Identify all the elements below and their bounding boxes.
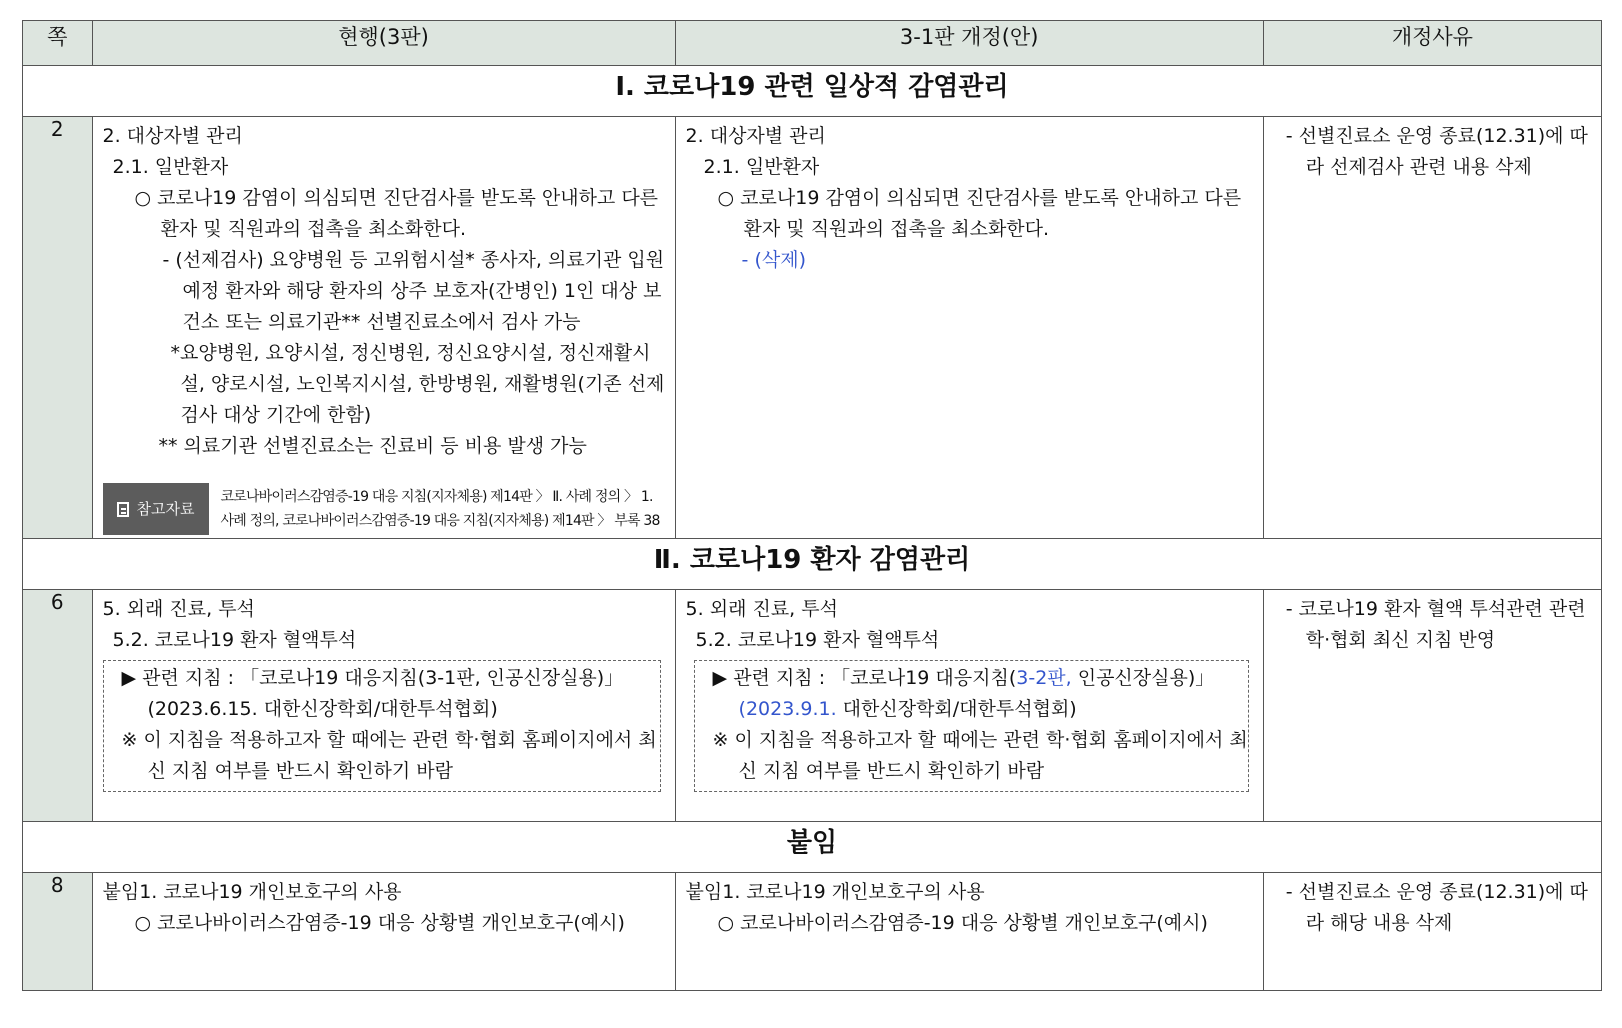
revision-comparison-table: [22, 20, 1602, 991]
table-row: [23, 590, 1602, 822]
header-reason: 개정사유: [1263, 21, 1601, 66]
reason-text: - 코로나19 환자 혈액 투석관련 관련 학·협회 최신 지침 반영: [1285, 598, 1586, 651]
guideline-text: ▶ 관련 지침 : 「코로나19 대응지침(3-2판, 인공신장실용)」(2023.9.1. 대한신장학회/대한투석협회): [712, 667, 1215, 720]
reason-cell: [1263, 873, 1601, 991]
table-row: [23, 117, 1602, 539]
header-page: 쪽: [23, 21, 93, 66]
current-cell: [92, 117, 675, 539]
section-row: [23, 66, 1602, 117]
current-cell: [92, 873, 675, 991]
heading: 2. 대상자별 관리: [685, 125, 826, 147]
revision-cell: [675, 117, 1263, 539]
reason-text: - 선별진료소 운영 종료(12.31)에 따라 선제검사 관련 내용 삭제: [1285, 125, 1588, 178]
header-revision: 3-1판 개정(안): [675, 21, 1263, 66]
bullet-text: ○ 코로나19 감염이 의심되면 진단검사를 받도록 안내하고 다른 환자 및 직원과의 접촉을 최소화한다.: [717, 187, 1242, 240]
reason-cell: [1263, 117, 1601, 539]
guideline-box: [694, 660, 1249, 792]
heading: 5. 외래 진료, 투석: [102, 598, 255, 620]
guideline-text: ▶ 관련 지침 : 「코로나19 대응지침(3-1판, 인공신장실용)」(2023.6.15. 대한신장학회/대한투석협회): [121, 667, 624, 720]
heading: 2. 대상자별 관리: [102, 125, 243, 147]
reason-cell: [1263, 590, 1601, 822]
deleted-mark: - (삭제): [741, 249, 806, 271]
subheading: 2.1. 일반환자: [112, 156, 229, 178]
current-cell: [92, 590, 675, 822]
footnote-1: *요양병원, 요양시설, 정신병원, 정신요양시설, 정신재활시설, 양로시설, 노인복지시설, 한방병원, 재활병원(기존 선제검사 대상 기간에 한함): [170, 342, 665, 426]
page-number: 2: [23, 117, 93, 539]
changed-edition: 3-2판,: [1016, 667, 1072, 689]
reference-label: 참고자료: [103, 483, 209, 535]
heading: 붙임1. 코로나19 개인보호구의 사용: [685, 881, 985, 903]
header-row: [23, 21, 1602, 66]
section-title-1: Ⅰ. 코로나19 관련 일상적 감염관리: [23, 66, 1602, 117]
reason-text: - 선별진료소 운영 종료(12.31)에 따라 해당 내용 삭제: [1285, 881, 1588, 934]
section-title-2: Ⅱ. 코로나19 환자 감염관리: [23, 539, 1602, 590]
bullet-text: ○ 코로나바이러스감염증-19 대응 상황별 개인보호구(예시): [717, 912, 1208, 934]
notice-text: ※ 이 지침을 적용하고자 할 때에는 관련 학·협회 홈페이지에서 최신 지침 여부를 반드시 확인하기 바람: [121, 729, 657, 782]
subheading: 5.2. 코로나19 환자 혈액투석: [112, 629, 357, 651]
document-icon: [117, 502, 129, 517]
section-row: [23, 822, 1602, 873]
notice-text: ※ 이 지침을 적용하고자 할 때에는 관련 학·협회 홈페이지에서 최신 지침 여부를 반드시 확인하기 바람: [712, 729, 1248, 782]
section-row: [23, 539, 1602, 590]
section-title-3: 붙임: [23, 822, 1602, 873]
heading: 5. 외래 진료, 투석: [685, 598, 838, 620]
heading: 붙임1. 코로나19 개인보호구의 사용: [102, 881, 402, 903]
header-current: 현행(3판): [92, 21, 675, 66]
bullet-text: ○ 코로나19 감염이 의심되면 진단검사를 받도록 안내하고 다른 환자 및 직원과의 접촉을 최소화한다.: [134, 187, 659, 240]
revision-cell: [675, 873, 1263, 991]
table-row: [23, 873, 1602, 991]
page-number: 6: [23, 590, 93, 822]
dash-text: - (선제검사) 요양병원 등 고위험시설* 종사자, 의료기관 입원 예정 환자와 해당 환자의 상주 보호자(간병인) 1인 대상 보건소 또는 의료기관** 선별진료소에서 검사 가능: [162, 249, 665, 333]
footnote-2: ** 의료기관 선별진료소는 진료비 등 비용 발생 가능: [158, 435, 587, 457]
reference-text: 코로나바이러스감염증-19 대응 지침(지자체용) 제14판 〉 Ⅱ. 사례 정의 〉 1. 사례 정의, 코로나바이러스감염증-19 대응 지침(지자체용) 제14판 〉 부록 38: [220, 489, 660, 529]
revision-cell: [675, 590, 1263, 822]
guideline-box: [103, 660, 661, 792]
page-number: 8: [23, 873, 93, 991]
subheading: 2.1. 일반환자: [703, 156, 820, 178]
reference-box: [103, 483, 667, 535]
subheading: 5.2. 코로나19 환자 혈액투석: [695, 629, 940, 651]
bullet-text: ○ 코로나바이러스감염증-19 대응 상황별 개인보호구(예시): [134, 912, 625, 934]
changed-date: (2023.9.1.: [738, 698, 837, 720]
